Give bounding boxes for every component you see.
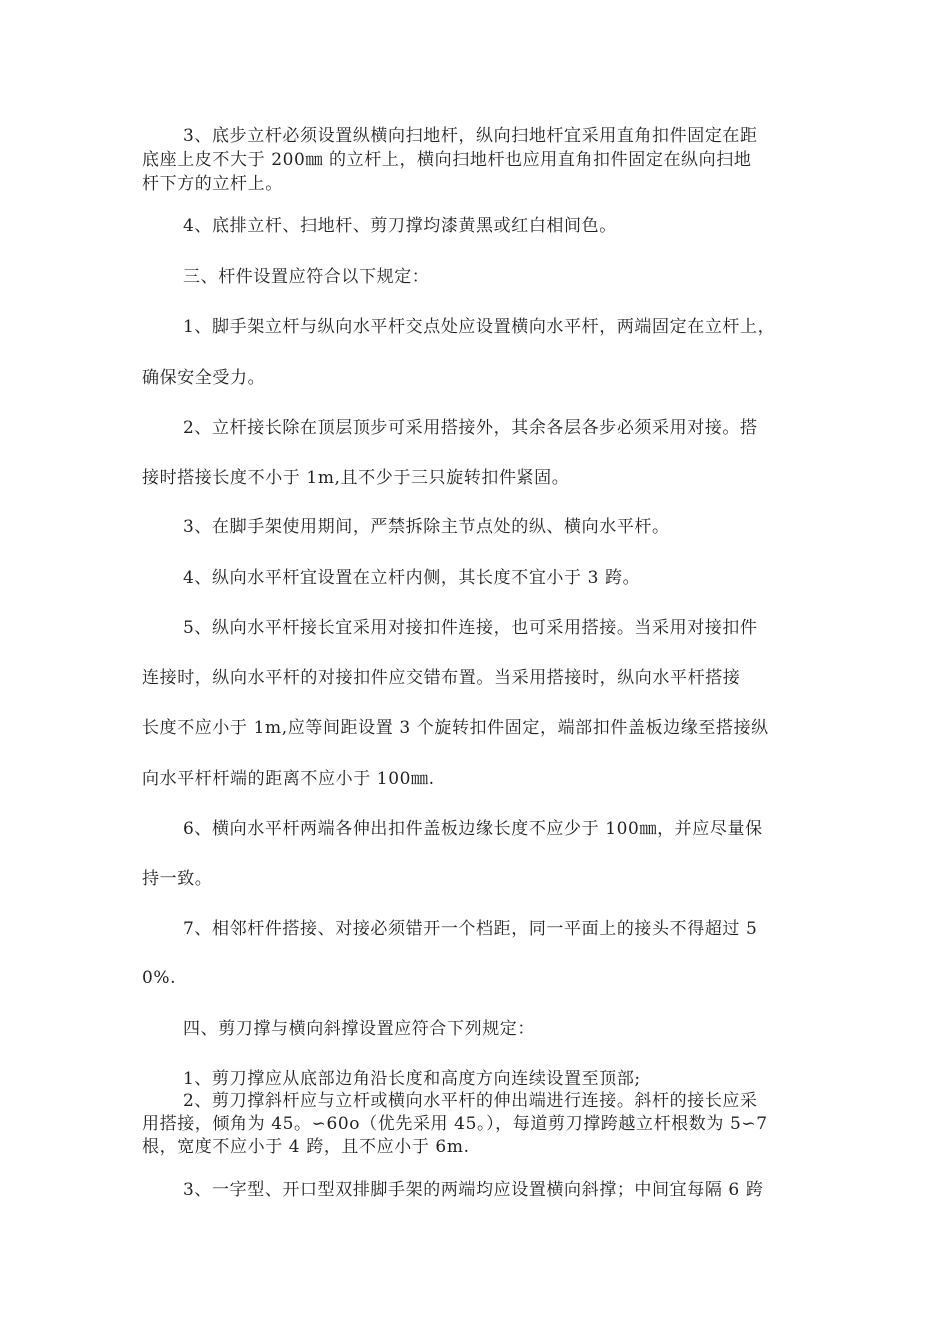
paragraph-line: 杆下方的立杆上。 (142, 174, 283, 194)
paragraph-line: 3、底步立杆必须设置纵横向扫地杆，纵向扫地杆宜采用直角扣件固定在距 (183, 126, 758, 146)
section-heading: 三、杆件设置应符合以下规定： (183, 267, 430, 287)
paragraph-line: 确保安全受力。 (142, 368, 266, 388)
paragraph-line: 0%. (142, 968, 177, 988)
paragraph-line: 4、底排立杆、扫地杆、剪刀撑均漆黄黑或红白相间色。 (183, 216, 617, 236)
paragraph-line: 6、横向水平杆两端各伸出扣件盖板边缘长度不应少于 100㎜，并应尽量保 (183, 819, 763, 839)
paragraph-line: 根，宽度不应小于 4 跨，且不应小于 6m. (142, 1137, 470, 1157)
paragraph-line: 连接时，纵向水平杆的对接扣件应交错布置。当采用搭接时，纵向水平杆搭接 (142, 668, 741, 688)
paragraph-line: 5、纵向水平杆接长宜采用对接扣件连接，也可采用搭接。当采用对接扣件 (183, 618, 758, 638)
paragraph-line: 4、纵向水平杆宜设置在立杆内侧，其长度不宜小于 3 跨。 (183, 568, 641, 588)
paragraph-line: 长度不应小于 1m,应等间距设置 3 个旋转扣件固定，端部扣件盖板边缘至搭接纵 (142, 718, 769, 738)
paragraph-line: 用搭接，倾角为 45。∽60o（优先采用 45。），每道剪刀撑跨越立杆根数为 5∽7 (142, 1114, 768, 1134)
paragraph-line: 2、剪刀撑斜杆应与立杆或横向水平杆的伸出端进行连接。斜杆的接长应采 (183, 1091, 758, 1111)
paragraph-line: 2、立杆接长除在顶层顶步可采用搭接外，其余各层各步必须采用对接。搭 (183, 418, 758, 438)
paragraph-line: 1、脚手架立杆与纵向水平杆交点处应设置横向水平杆，两端固定在立杆上， (183, 317, 776, 337)
paragraph-line: 7、相邻杆件搭接、对接必须错开一个档距，同一平面上的接头不得超过 5 (183, 919, 758, 939)
paragraph-line: 3、一字型、开口型双排脚手架的两端均应设置横向斜撑；中间宜每隔 6 跨 (183, 1180, 764, 1200)
paragraph-line: 底座上皮不大于 200㎜ 的立杆上，横向扫地杆也应用直角扣件固定在纵向扫地 (142, 150, 752, 170)
paragraph-line: 1、剪刀撑应从底部边角沿长度和高度方向连续设置至顶部; (183, 1069, 641, 1089)
section-heading: 四、剪刀撑与横向斜撑设置应符合下列规定： (183, 1019, 535, 1039)
paragraph-line: 向水平杆杆端的距离不应小于 100㎜. (142, 769, 435, 789)
paragraph-line: 接时搭接长度不小于 1m,且不少于三只旋转扣件紧固。 (142, 468, 570, 488)
paragraph-line: 3、在脚手架使用期间，严禁拆除主节点处的纵、横向水平杆。 (183, 517, 670, 537)
paragraph-line: 持一致。 (142, 869, 213, 889)
